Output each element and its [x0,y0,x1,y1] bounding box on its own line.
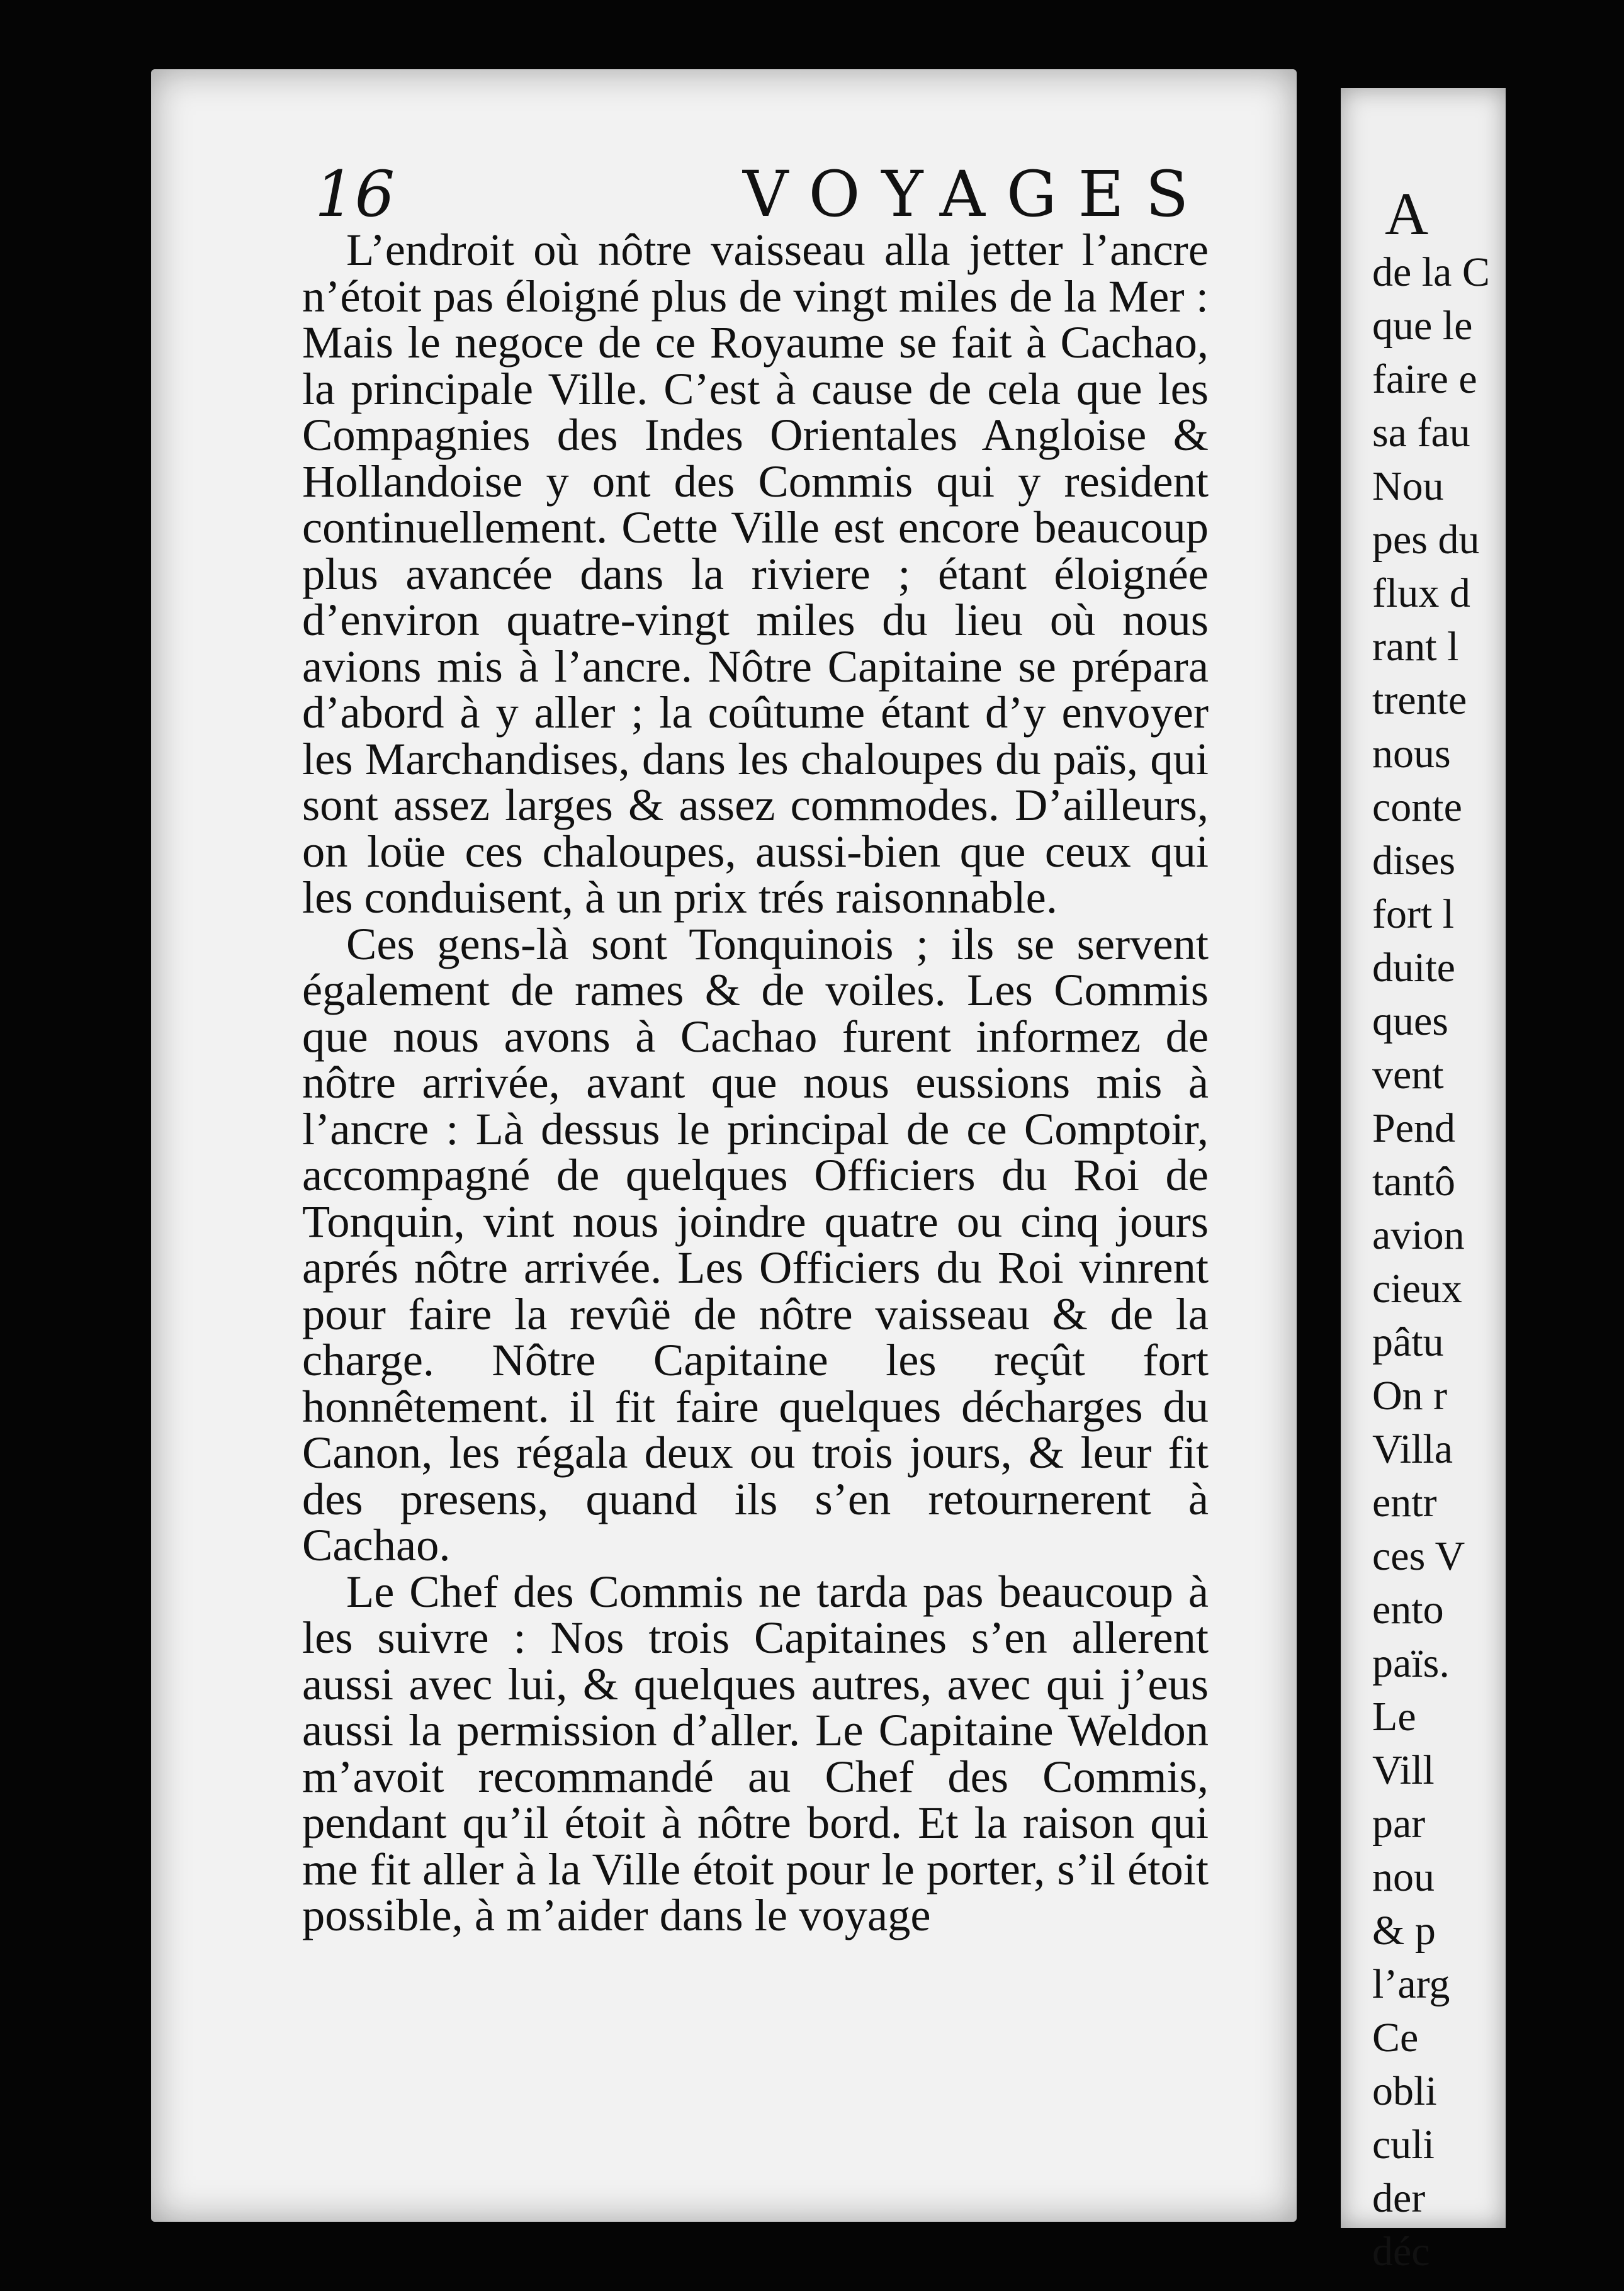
right-page-line: der [1372,2175,1426,2221]
right-page-line: l’arg [1372,1961,1450,2007]
right-page-line: obli [1372,2068,1437,2114]
body-text [302,224,1209,2102]
left-page [151,69,1297,2222]
right-page-line: On r [1372,1373,1448,1419]
right-page-line: & p [1372,1908,1436,1954]
right-page-line: Ce [1372,2015,1419,2061]
paragraph-2: Ces gens-là sont Tonquinois ; ils se servent également de rames & de voiles. Les Commis que nous avons à Cachao furent informez de nôtre arrivée, avant que nous eussions mis à l’ancre : Là dessus le principal de ce Comptoir, accompagné de quelques Officiers du Roi de Tonquin, vint nous joindre quatre ou cinq jours aprés nôtre arrivée. Les Officiers du Roi vinrent pour faire la revûë de nôtre vaisseau & de la charge. Nôtre Capitaine les reçût fort honnêtement. il fit faire quelques décharges du Canon, les régala deux ou trois jours, & leur fit des presens, quand ils s’en retournerent à Cachao. [302,918,1209,1570]
right-page-line: entr [1372,1480,1437,1526]
right-page-line: ces V [1372,1533,1465,1579]
right-page-line: de la C [1372,249,1490,295]
right-page-line: rant l [1372,624,1459,670]
paragraph-3: Le Chef des Commis ne tarda pas beaucoup à les suivre : Nos trois Capitaines s’en allerent aussi avec lui, & quelques autres, avec qui j’eus aussi la permission d’aller. Le Capitaine Weldon m’avoit recommandé au Chef des Commis, pendant qu’il étoit à nôtre bord. Et la raison qui me fit aller à la Ville étoit pour le porter, s’il étoit possible, à m’aider dans le voyage [302,1565,1209,1940]
right-page-line: cieux [1372,1266,1462,1312]
right-page-line: Pend [1372,1105,1455,1151]
right-page-line: païs. [1372,1640,1450,1686]
right-page-fragment [1341,88,1506,2275]
right-page-line: avion [1372,1212,1465,1258]
right-page-line: nous [1372,731,1451,777]
right-page-line: culi [1372,2122,1435,2168]
right-page-line: que le [1372,303,1473,349]
right-page-line: A [1385,180,1429,247]
right-page-line: Vill [1372,1747,1435,1793]
right-page-line: flux d [1372,570,1470,616]
right-page-line: tantô [1372,1159,1455,1205]
right-page-line: ques [1372,998,1448,1044]
right-page-lines [1372,180,1624,2278]
right-page-line: conte [1372,784,1462,830]
right-page-line: pes du [1372,517,1480,563]
right-page-line: ento [1372,1587,1444,1633]
right-page-line: pâtu [1372,1319,1444,1365]
right-page-line: trente [1372,677,1467,723]
right-page-line: faire e [1372,356,1477,402]
right-page-line: sa fau [1372,410,1470,456]
right-page-line: par [1372,1801,1426,1847]
right-page-line: Villa [1372,1426,1453,1472]
page-number: 16 [315,157,395,231]
right-page-line: dises [1372,838,1455,884]
running-title: VOYAGES [743,157,1210,231]
right-page-line: fort l [1372,891,1455,937]
right-page-line: Le [1372,1694,1416,1740]
right-page-line: duite [1372,945,1455,991]
right-page-line: nou [1372,1854,1435,1900]
paragraph-1: L’endroit où nôtre vaisseau alla jetter l’ancre n’étoit pas éloigné plus de vingt miles de la Mer : Mais le negoce de ce Royaume se fait à Cachao, la principale Ville. C’est à cause de cela que les Compagnies des Indes Orientales Angloise & Hollandoise y ont des Commis qui y resident continuellement. Cette Ville est encore beaucoup plus avancée dans la riviere ; étant éloignée d’environ quatre-vingt miles du lieu où nous avions mis à l’ancre. Nôtre Capitaine se prépara d’abord à y aller ; la coûtume étant d’y envoyer les Marchandises, dans les chaloupes du païs, qui sont assez larges & assez commodes. D’ailleurs, on loüe ces chaloupes, aussi-bien que ceux qui les conduisent, à un prix trés raisonnable. [302,224,1209,923]
right-page-line: Nou [1372,463,1444,509]
right-page-line: vent [1372,1052,1444,1098]
right-page-line: déc [1372,2229,1430,2275]
